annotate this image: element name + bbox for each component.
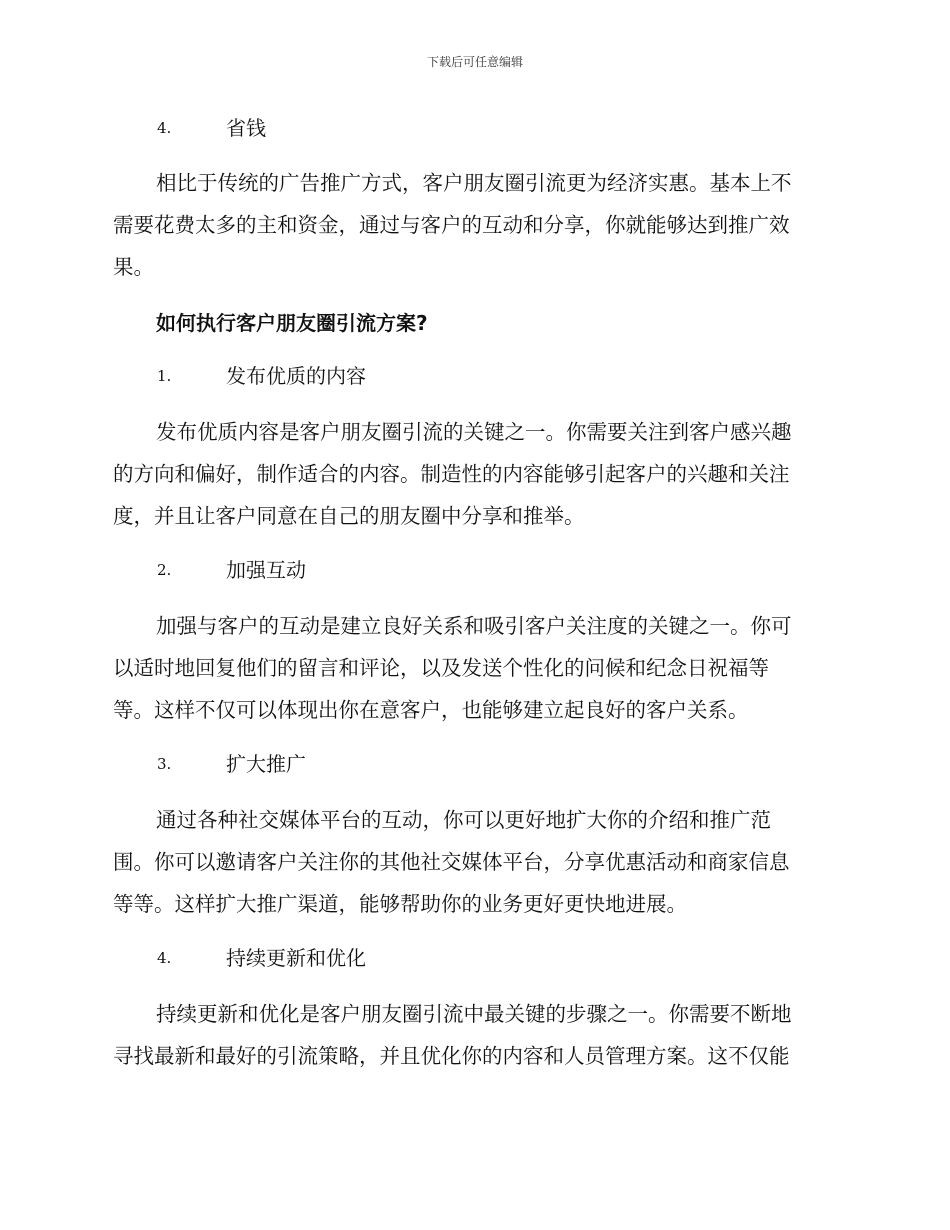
paragraph-quality-content [113,411,835,537]
page-header: 下载后可任意编辑 [426,55,523,69]
paragraph-expand-promotion [113,799,835,925]
numbered-heading-expand-promotion [113,750,835,778]
section-heading: 如何执行客户朋友圈引流方案? [156,311,428,335]
item-title: 发布优质的内容 [226,364,366,388]
item-title: 持续更新和优化 [226,946,366,970]
paragraph-line: 果。 [113,255,154,279]
numbered-heading-save-money [113,114,835,142]
item-number: 4. [157,949,172,967]
paragraph-line: 等等。这样扩大推广渠道，能够帮助你的业务更好更快地进展。 [113,892,687,916]
paragraph-line: 通过各种社交媒体平台的互动，你可以更好地扩大你的介绍和推广范 [156,808,771,832]
paragraph-update-optimize [113,993,835,1077]
paragraph-line: 需要花费太多的主和资金，通过与客户的互动和分享，你就能够达到推广效 [113,213,790,237]
item-title: 省钱 [226,116,266,140]
paragraph-interaction [113,605,835,731]
item-number: 3. [157,755,172,773]
item-title: 扩大推广 [226,752,306,776]
paragraph-line: 加强与客户的互动是建立良好关系和吸引客户关注度的关键之一。你可 [156,614,792,638]
paragraph-line: 度，并且让客户同意在自己的朋友圈中分享和推举。 [113,504,585,528]
item-number: 1. [157,367,172,385]
paragraph-line: 以适时地回复他们的留言和评论，以及发送个性化的问候和纪念日祝福等 [113,656,769,680]
paragraph-line: 等。这样不仅可以体现出你在意客户，也能够建立起良好的客户关系。 [113,698,749,722]
item-number: 2. [157,561,172,579]
paragraph-line: 持续更新和优化是客户朋友圈引流中最关键的步骤之一。你需要不断地 [156,1002,792,1026]
paragraph-save-money [113,162,835,288]
numbered-heading-quality-content [113,362,835,390]
paragraph-line: 寻找最新和最好的引流策略，并且优化你的内容和人员管理方案。这不仅能 [113,1044,790,1068]
paragraph-line: 的方向和偏好，制作适合的内容。制造性的内容能够引起客户的兴趣和关注 [113,462,790,486]
paragraph-line: 发布优质内容是客户朋友圈引流的关键之一。你需要关注到客户感兴趣 [156,420,792,444]
paragraph-line: 围。你可以邀请客户关注你的其他社交媒体平台，分享优惠活动和商家信息 [113,850,790,874]
numbered-heading-update-optimize [113,944,835,972]
item-title: 加强互动 [226,558,306,582]
paragraph-line: 相比于传统的广告推广方式，客户朋友圈引流更为经济实惠。基本上不 [156,171,792,195]
numbered-heading-interaction [113,556,835,584]
item-number: 4. [157,119,172,137]
